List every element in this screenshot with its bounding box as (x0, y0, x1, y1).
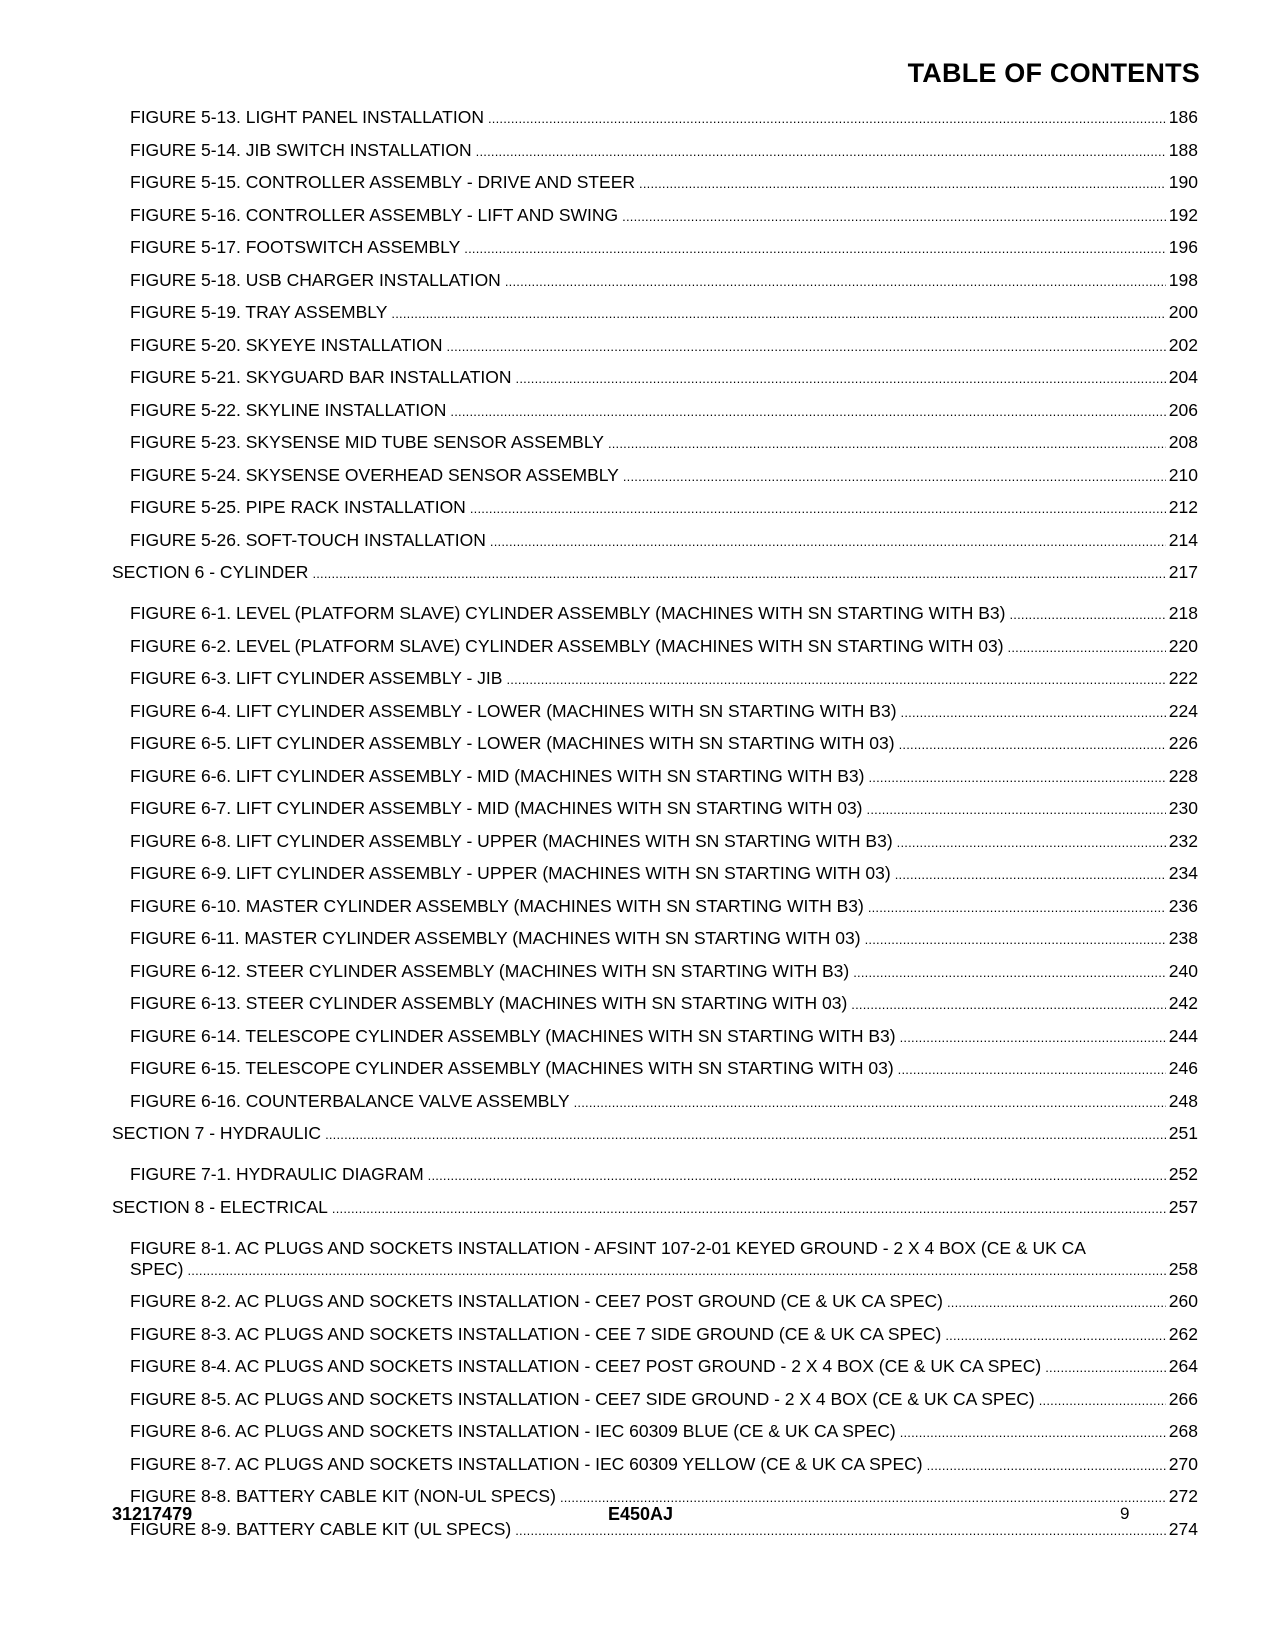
toc-entry-page: 266 (1168, 1388, 1198, 1409)
toc-entry-label: FIGURE 5-22. SKYLINE INSTALLATION (130, 399, 447, 420)
dot-leader (1039, 1389, 1166, 1411)
toc-figure-entry[interactable] (130, 1324, 1198, 1346)
toc-entry-label: FIGURE 6-13. STEER CYLINDER ASSEMBLY (MACHINES WITH SN STARTING WITH 03) (130, 993, 848, 1013)
toc-figure-entry[interactable] (130, 1164, 1198, 1186)
toc-entry-line (130, 961, 1198, 983)
toc-entry-page: 252 (1168, 1164, 1198, 1184)
toc-figure-entry[interactable] (130, 530, 1198, 552)
dot-leader (865, 928, 1166, 950)
toc-entry-page: 226 (1168, 733, 1198, 753)
toc-entry-page: 272 (1168, 1486, 1198, 1506)
toc-entry-label: FIGURE 5-16. CONTROLLER ASSEMBLY - LIFT AND SWING (130, 204, 619, 225)
dot-leader (899, 733, 1166, 755)
dot-leader (608, 432, 1166, 454)
toc-figure-entry[interactable] (130, 1356, 1198, 1378)
toc-entry-line (130, 1259, 1198, 1281)
toc-entry-label: FIGURE 5-13. LIGHT PANEL INSTALLATION (130, 107, 484, 127)
toc-entry-line (130, 107, 1198, 129)
toc-figure-entry[interactable] (130, 270, 1198, 292)
toc-entry-line (130, 497, 1198, 519)
toc-entry-page: 186 (1168, 107, 1198, 127)
toc-figure-entry[interactable] (130, 497, 1198, 519)
toc-section-entry[interactable] (112, 562, 1198, 584)
toc-entry-page: 262 (1168, 1323, 1198, 1344)
toc-entry-line (130, 270, 1198, 292)
dot-leader (622, 205, 1166, 227)
toc-entry-line (112, 562, 1198, 584)
toc-entry-label: FIGURE 8-8. BATTERY CABLE KIT (NON-UL SPECS) (130, 1486, 556, 1506)
dot-leader (470, 497, 1166, 519)
dot-leader (895, 863, 1166, 885)
toc-figure-entry[interactable] (130, 335, 1198, 357)
toc-entry-page: 240 (1168, 960, 1198, 981)
toc-entry-label: FIGURE 5-23. SKYSENSE MID TUBE SENSOR ASSEMBLY (130, 432, 604, 452)
toc-entry-page: 238 (1168, 928, 1198, 948)
toc-entry-label: FIGURE 6-8. LIFT CYLINDER ASSEMBLY - UPPER (MACHINES WITH SN STARTING WITH B3) (130, 830, 893, 851)
toc-entry-line (130, 1291, 1198, 1313)
toc-figure-entry[interactable] (130, 733, 1198, 755)
toc-entry-page: 196 (1168, 237, 1198, 257)
toc-entry-line (130, 668, 1198, 690)
toc-entry-label: FIGURE 5-24. SKYSENSE OVERHEAD SENSOR ASSEMBLY (130, 464, 619, 485)
toc-entry-label: FIGURE 5-20. SKYEYE INSTALLATION (130, 334, 443, 355)
toc-entry-line (130, 896, 1198, 918)
toc-entry-line (130, 863, 1198, 885)
toc-entry-label: SECTION 8 - ELECTRICAL (112, 1196, 328, 1217)
toc-entry-line (130, 1058, 1198, 1080)
toc-entry-label: FIGURE 5-15. CONTROLLER ASSEMBLY - DRIVE AND STEER (130, 172, 636, 192)
toc-figure-entry[interactable] (130, 465, 1198, 487)
toc-entry-page: 202 (1168, 334, 1198, 355)
toc-entry-line (130, 237, 1198, 259)
toc-entry-label: FIGURE 8-6. AC PLUGS AND SOCKETS INSTALLATION - IEC 60309 BLUE (CE & UK CA SPEC) (130, 1421, 896, 1441)
toc-figure-entry[interactable] (130, 766, 1198, 788)
toc-entry-line (130, 367, 1198, 389)
toc-entry-line (130, 530, 1198, 552)
dot-leader (476, 140, 1166, 162)
toc-entry-label: FIGURE 8-3. AC PLUGS AND SOCKETS INSTALLATION - CEE 7 SIDE GROUND (CE & UK CA SPEC) (130, 1323, 942, 1344)
dot-leader (900, 1421, 1166, 1443)
toc-entry-label: SECTION 6 - CYLINDER (112, 562, 309, 582)
toc-entry-line (130, 465, 1198, 487)
dot-leader (868, 766, 1165, 788)
toc-figure-entry[interactable] (130, 961, 1198, 983)
toc-figure-entry[interactable] (130, 140, 1198, 162)
toc-entry-label: FIGURE 6-2. LEVEL (PLATFORM SLAVE) CYLINDER ASSEMBLY (MACHINES WITH SN STARTING WITH 03) (130, 635, 1004, 656)
toc-entry-page: 242 (1168, 993, 1198, 1013)
toc-figure-entry[interactable] (130, 205, 1198, 227)
toc-entry-page: 212 (1168, 497, 1198, 517)
toc-entry-label: FIGURE 6-5. LIFT CYLINDER ASSEMBLY - LOWER (MACHINES WITH SN STARTING WITH 03) (130, 733, 895, 753)
toc-figure-entry[interactable] (130, 993, 1198, 1015)
toc-entry-page: 218 (1168, 603, 1198, 623)
toc-entry-line (130, 636, 1198, 658)
dot-leader (851, 993, 1166, 1015)
toc-entry-line (130, 1324, 1198, 1346)
table-of-contents (112, 107, 1198, 1551)
dot-leader (623, 465, 1166, 487)
toc-figure-entry[interactable] (130, 1389, 1198, 1411)
dot-leader (332, 1197, 1166, 1219)
toc-entry-page: 198 (1168, 269, 1198, 290)
toc-figure-entry[interactable] (130, 701, 1198, 723)
toc-entry-label: FIGURE 6-7. LIFT CYLINDER ASSEMBLY - MID (MACHINES WITH SN STARTING WITH 03) (130, 798, 863, 818)
toc-entry-page: 210 (1168, 464, 1198, 485)
toc-figure-entry[interactable] (130, 636, 1198, 658)
toc-entry-label: SECTION 7 - HYDRAULIC (112, 1123, 322, 1143)
toc-entry-line (130, 172, 1198, 194)
toc-entry-label: FIGURE 6-11. MASTER CYLINDER ASSEMBLY (MACHINES WITH SN STARTING WITH 03) (130, 928, 861, 948)
toc-figure-entry[interactable] (130, 798, 1198, 820)
toc-figure-entry[interactable] (130, 237, 1198, 259)
dot-leader (505, 270, 1166, 292)
toc-entry-page: 206 (1168, 399, 1198, 420)
toc-figure-entry[interactable] (130, 603, 1198, 625)
toc-entry-page: 260 (1168, 1291, 1198, 1311)
dot-leader (901, 701, 1166, 723)
dot-leader (639, 172, 1166, 194)
toc-entry-label: FIGURE 5-26. SOFT-TOUCH INSTALLATION (130, 529, 486, 550)
toc-figure-entry[interactable] (130, 107, 1198, 129)
toc-figure-entry[interactable] (130, 896, 1198, 918)
toc-entry-label: FIGURE 8-1. AC PLUGS AND SOCKETS INSTALLATION - AFSINT 107-2-01 KEYED GROUND - 2 X 4 BOX (CE & UK CA (130, 1237, 1086, 1258)
dot-leader (447, 335, 1166, 357)
toc-entry-page: 232 (1168, 830, 1198, 851)
toc-entry-page: 246 (1168, 1058, 1198, 1078)
toc-entry-page: 222 (1168, 668, 1198, 688)
toc-entry-page: 220 (1168, 635, 1198, 656)
toc-entry-line (130, 701, 1198, 723)
toc-entry-label: FIGURE 5-17. FOOTSWITCH ASSEMBLY (130, 237, 461, 257)
toc-entry-label: FIGURE 5-21. SKYGUARD BAR INSTALLATION (130, 367, 512, 387)
toc-figure-entry[interactable] (130, 367, 1198, 389)
toc-entry-page: 268 (1168, 1421, 1198, 1441)
toc-entry-label: FIGURE 8-2. AC PLUGS AND SOCKETS INSTALLATION - CEE7 POST GROUND (CE & UK CA SPEC) (130, 1291, 943, 1311)
toc-entry-page: 264 (1168, 1356, 1198, 1376)
toc-entry-line (130, 1421, 1198, 1443)
toc-entry-page: 257 (1168, 1196, 1198, 1217)
dot-leader (853, 961, 1166, 983)
toc-entry-page: 217 (1168, 562, 1198, 582)
toc-entry-line (130, 603, 1198, 625)
toc-entry-page: 192 (1168, 204, 1198, 225)
toc-entry-page: 270 (1168, 1453, 1198, 1474)
dot-leader (897, 831, 1166, 853)
toc-entry-label: FIGURE 7-1. HYDRAULIC DIAGRAM (130, 1164, 424, 1184)
dot-leader (574, 1091, 1166, 1113)
toc-entry-label: FIGURE 6-15. TELESCOPE CYLINDER ASSEMBLY (MACHINES WITH SN STARTING WITH 03) (130, 1058, 894, 1078)
toc-figure-entry[interactable] (130, 302, 1198, 324)
toc-figure-entry[interactable] (130, 928, 1198, 950)
toc-entry-label: FIGURE 6-12. STEER CYLINDER ASSEMBLY (MACHINES WITH SN STARTING WITH B3) (130, 960, 850, 981)
toc-entry-page: 274 (1168, 1518, 1198, 1539)
dot-leader (391, 302, 1165, 324)
toc-figure-entry[interactable] (130, 400, 1198, 422)
toc-entry-page: 188 (1168, 139, 1198, 160)
toc-entry-page: 234 (1168, 863, 1198, 883)
toc-entry-line (130, 733, 1198, 755)
toc-entry-page: 228 (1168, 765, 1198, 786)
toc-entry-label: FIGURE 8-9. BATTERY CABLE KIT (UL SPECS) (130, 1518, 512, 1539)
dot-leader (945, 1324, 1165, 1346)
dot-leader (428, 1164, 1166, 1186)
toc-entry-label: FIGURE 6-6. LIFT CYLINDER ASSEMBLY - MID (MACHINES WITH SN STARTING WITH B3) (130, 765, 865, 786)
toc-entry-label: FIGURE 6-9. LIFT CYLINDER ASSEMBLY - UPPER (MACHINES WITH SN STARTING WITH 03) (130, 863, 891, 883)
toc-section-entry[interactable] (112, 1197, 1198, 1219)
toc-entry-page: 248 (1168, 1090, 1198, 1111)
toc-entry-page: 200 (1168, 302, 1198, 322)
toc-figure-entry[interactable] (130, 1091, 1198, 1113)
toc-entry-line (130, 432, 1198, 454)
toc-entry-page: 190 (1168, 172, 1198, 192)
toc-entry-line (130, 1389, 1198, 1411)
dot-leader (325, 1123, 1166, 1145)
footer-model: E450AJ (608, 1504, 674, 1524)
toc-entry-page: 236 (1168, 895, 1198, 916)
toc-entry-label-continued: SPEC) (130, 1258, 184, 1279)
toc-entry-line (130, 928, 1198, 950)
toc-entry-line (130, 400, 1198, 422)
page-title: TABLE OF CONTENTS (907, 58, 1200, 88)
dot-leader (947, 1291, 1166, 1313)
toc-entry-label: FIGURE 5-19. TRAY ASSEMBLY (130, 302, 388, 322)
dot-leader (490, 530, 1166, 552)
toc-entry-line (130, 1454, 1198, 1476)
toc-entry-line (130, 831, 1198, 853)
toc-entry-page: 258 (1168, 1258, 1198, 1279)
toc-entry-page: 244 (1168, 1025, 1198, 1046)
dot-leader (187, 1259, 1165, 1281)
toc-entry-page: 214 (1168, 529, 1198, 550)
toc-entry-label: FIGURE 8-7. AC PLUGS AND SOCKETS INSTALLATION - IEC 60309 YELLOW (CE & UK CA SPEC) (130, 1453, 923, 1474)
toc-figure-entry[interactable] (130, 1238, 1198, 1281)
toc-entry-line (130, 1026, 1198, 1048)
dot-leader (312, 562, 1165, 584)
toc-entry-line (130, 335, 1198, 357)
toc-entry-label: FIGURE 6-3. LIFT CYLINDER ASSEMBLY - JIB (130, 668, 503, 688)
toc-entry-page: 204 (1168, 367, 1198, 387)
footer-page-number: 9 (1120, 1504, 1130, 1523)
toc-figure-entry[interactable] (130, 1421, 1198, 1443)
toc-entry-line (130, 1356, 1198, 1378)
footer-part-number: 31217479 (112, 1504, 193, 1524)
toc-figure-entry[interactable] (130, 1291, 1198, 1313)
dot-leader (898, 1058, 1166, 1080)
toc-entry-line (130, 1091, 1198, 1113)
toc-entry-page: 251 (1168, 1123, 1198, 1143)
toc-figure-entry[interactable] (130, 863, 1198, 885)
toc-entry-page: 208 (1168, 432, 1198, 452)
toc-entry-page: 224 (1168, 700, 1198, 721)
toc-entry-label: FIGURE 5-25. PIPE RACK INSTALLATION (130, 497, 466, 517)
toc-entry-line (130, 766, 1198, 788)
toc-entry-label: FIGURE 6-14. TELESCOPE CYLINDER ASSEMBLY (MACHINES WITH SN STARTING WITH B3) (130, 1025, 896, 1046)
toc-entry-page: 230 (1168, 798, 1198, 818)
dot-leader (927, 1454, 1166, 1476)
toc-entry-label: FIGURE 6-16. COUNTERBALANCE VALVE ASSEMBLY (130, 1090, 570, 1111)
dot-leader (900, 1026, 1166, 1048)
toc-figure-entry[interactable] (130, 432, 1198, 454)
toc-entry-line (112, 1197, 1198, 1219)
toc-figure-entry[interactable] (130, 1058, 1198, 1080)
toc-figure-entry[interactable] (130, 1454, 1198, 1476)
toc-figure-entry[interactable] (130, 172, 1198, 194)
toc-entry-line (130, 302, 1198, 324)
dot-leader (1008, 636, 1166, 658)
toc-entry-label: FIGURE 5-18. USB CHARGER INSTALLATION (130, 269, 501, 290)
dot-leader (506, 668, 1165, 690)
toc-entry-line (112, 1123, 1198, 1145)
toc-entry-line (130, 140, 1198, 162)
toc-entry-label: FIGURE 6-4. LIFT CYLINDER ASSEMBLY - LOWER (MACHINES WITH SN STARTING WITH B3) (130, 700, 897, 721)
toc-figure-entry[interactable] (130, 668, 1198, 690)
toc-figure-entry[interactable] (130, 1026, 1198, 1048)
toc-entry-line (130, 993, 1198, 1015)
toc-section-entry[interactable] (112, 1123, 1198, 1145)
dot-leader (464, 237, 1166, 259)
toc-entry-line (130, 205, 1198, 227)
toc-entry-label: FIGURE 5-14. JIB SWITCH INSTALLATION (130, 139, 472, 160)
dot-leader (868, 896, 1166, 918)
toc-entry-label: FIGURE 8-4. AC PLUGS AND SOCKETS INSTALLATION - CEE7 POST GROUND - 2 X 4 BOX (CE & UK CA SPEC) (130, 1356, 1042, 1376)
dot-leader (450, 400, 1165, 422)
dot-leader (488, 107, 1166, 129)
dot-leader (1009, 603, 1165, 625)
toc-entry-label: FIGURE 8-5. AC PLUGS AND SOCKETS INSTALLATION - CEE7 SIDE GROUND - 2 X 4 BOX (CE & UK CA SPEC) (130, 1388, 1035, 1409)
toc-entry-label: FIGURE 6-1. LEVEL (PLATFORM SLAVE) CYLINDER ASSEMBLY (MACHINES WITH SN STARTING WITH B3) (130, 603, 1006, 623)
toc-figure-entry[interactable] (130, 831, 1198, 853)
toc-entry-line (130, 1164, 1198, 1186)
dot-leader (516, 367, 1166, 389)
toc-entry-label: FIGURE 6-10. MASTER CYLINDER ASSEMBLY (MACHINES WITH SN STARTING WITH B3) (130, 895, 864, 916)
toc-entry-line (130, 798, 1198, 820)
dot-leader (1045, 1356, 1166, 1378)
dot-leader (867, 798, 1166, 820)
